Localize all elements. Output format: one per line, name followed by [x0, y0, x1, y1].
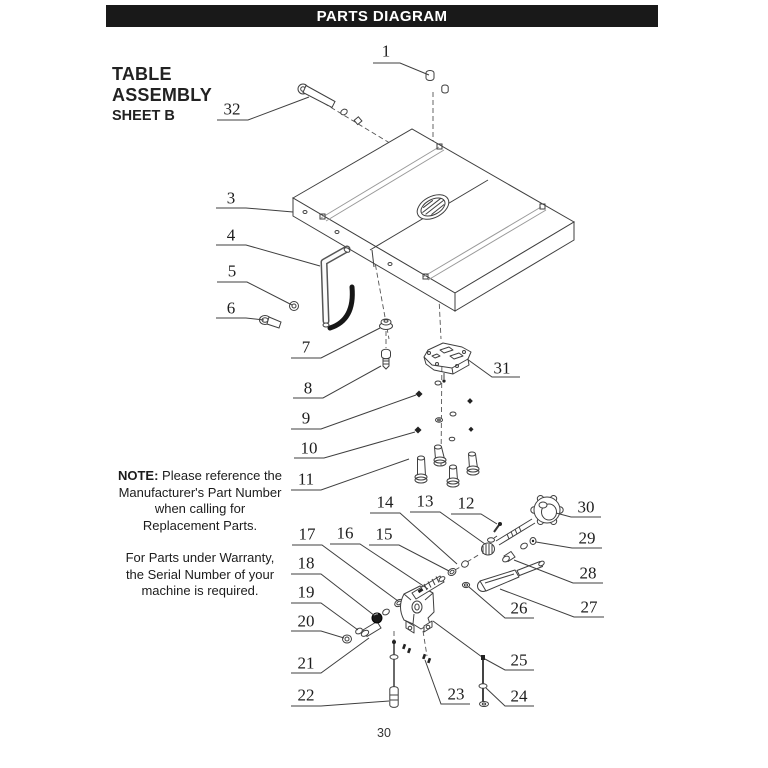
callout-number: 30 [577, 497, 595, 517]
part-9-pin [415, 390, 422, 397]
callout-number: 31 [493, 358, 511, 378]
callout-30 [556, 498, 601, 518]
callout-number: 21 [297, 653, 315, 673]
washer [382, 608, 391, 616]
table-top [293, 129, 574, 311]
callout-number: 23 [447, 684, 465, 704]
callout-22 [291, 686, 389, 707]
page-number: 30 [377, 726, 391, 740]
foot [434, 445, 446, 466]
part-30-handwheel [531, 496, 563, 525]
callout-9 [291, 395, 416, 429]
callout-number: 9 [301, 408, 311, 428]
foot [415, 456, 427, 483]
part-24-washer [479, 684, 487, 689]
note-line: For Parts under Warranty, [125, 550, 275, 565]
callout-1 [373, 42, 429, 76]
part-1-nut [426, 71, 448, 94]
callout-number: 20 [297, 611, 315, 631]
callout-number: 7 [301, 337, 311, 357]
callout-7 [291, 328, 380, 358]
callout-number: 1 [381, 41, 391, 61]
callout-number: 18 [297, 553, 315, 573]
callout-29 [536, 529, 602, 549]
callout-number: 15 [375, 524, 393, 544]
callout-number: 3 [226, 188, 236, 208]
callout-number: 19 [297, 582, 315, 602]
callout-number: 8 [303, 378, 313, 398]
callout-number: 16 [336, 523, 354, 543]
callout-11 [291, 459, 409, 490]
callout-number: 13 [416, 491, 434, 511]
callout-21 [291, 638, 369, 673]
callout-number: 5 [227, 261, 237, 281]
part-15-washer [447, 567, 458, 577]
leader-line [216, 318, 264, 320]
part-5-washer [290, 302, 299, 311]
callout-number: 6 [226, 298, 236, 318]
callout-number: 32 [223, 99, 241, 119]
callout-10 [294, 432, 415, 458]
callout-number: 11 [297, 469, 315, 489]
callout-15 [369, 525, 449, 572]
part-29-nut [520, 538, 536, 551]
note-line: when calling for [154, 501, 246, 516]
small-fasteners [435, 381, 474, 441]
callout-20 [291, 612, 344, 639]
handwheel-shaft [496, 519, 535, 545]
callout-number: 22 [297, 685, 315, 705]
note-line: Manufacturer's Part Number [118, 484, 282, 500]
callout-32 [217, 97, 309, 120]
callout-number: 28 [579, 563, 597, 583]
part-12-screw [494, 522, 502, 532]
note-line: machine is required. [141, 583, 259, 598]
leader-line [291, 631, 344, 638]
callout-31 [467, 359, 520, 378]
sheet-title-line1: TABLE [112, 64, 172, 84]
leader-line [451, 514, 497, 524]
part-28-coupler [502, 552, 515, 564]
note-text: Please reference the [158, 468, 283, 483]
part-6-bolt [260, 316, 282, 329]
part-4-handle [323, 247, 352, 328]
part-26-washer [462, 582, 469, 587]
part-25-stud [479, 655, 489, 707]
callout-number: 24 [510, 686, 528, 706]
leader-line [216, 208, 293, 212]
leader-line [373, 63, 429, 75]
part-22-bolt [390, 640, 398, 707]
note-line: the Serial Number of your [125, 566, 275, 582]
callout-26 [469, 587, 534, 618]
part-7-flange-nut [380, 319, 393, 330]
callout-number: 29 [578, 528, 596, 548]
callout-number: 17 [298, 524, 316, 544]
callout-24 [486, 687, 534, 707]
part-13-gear [482, 536, 498, 555]
part-21-sleeve [360, 622, 381, 638]
part-11-feet [415, 445, 479, 487]
callout-8 [293, 366, 381, 398]
part-10-pin [414, 426, 421, 433]
foot [447, 465, 459, 487]
part-23-set-screws [402, 644, 431, 664]
callout-23 [425, 660, 470, 704]
leader-line [410, 512, 485, 544]
part-20-nut [343, 635, 352, 643]
callout-number: 10 [300, 438, 318, 458]
callout-number: 4 [226, 225, 236, 245]
part-32-bolt [298, 84, 362, 125]
part-27-crank-arm [478, 560, 546, 591]
note-line: Replacement Parts. [142, 517, 258, 533]
callout-number: 26 [510, 598, 528, 618]
part-24-washer [480, 702, 489, 707]
sheet-subtitle: SHEET B [112, 108, 175, 124]
callout-number: 12 [457, 493, 475, 513]
note-label: NOTE: [117, 468, 159, 483]
callout-4 [216, 226, 320, 267]
callout-number: 14 [376, 492, 394, 512]
part-8-screw [382, 349, 391, 369]
callout-12 [451, 494, 497, 525]
leader-line [330, 544, 428, 589]
callout-25 [485, 651, 534, 671]
callout-6 [216, 299, 264, 321]
callout-number: 25 [510, 650, 528, 670]
callout-3 [216, 189, 293, 213]
page-title: PARTS DIAGRAM [316, 7, 448, 25]
sheet-title-line2: ASSEMBLY [112, 85, 212, 105]
foot [467, 452, 479, 475]
part-31-bracket [424, 343, 471, 383]
callout-number: 27 [580, 597, 598, 617]
